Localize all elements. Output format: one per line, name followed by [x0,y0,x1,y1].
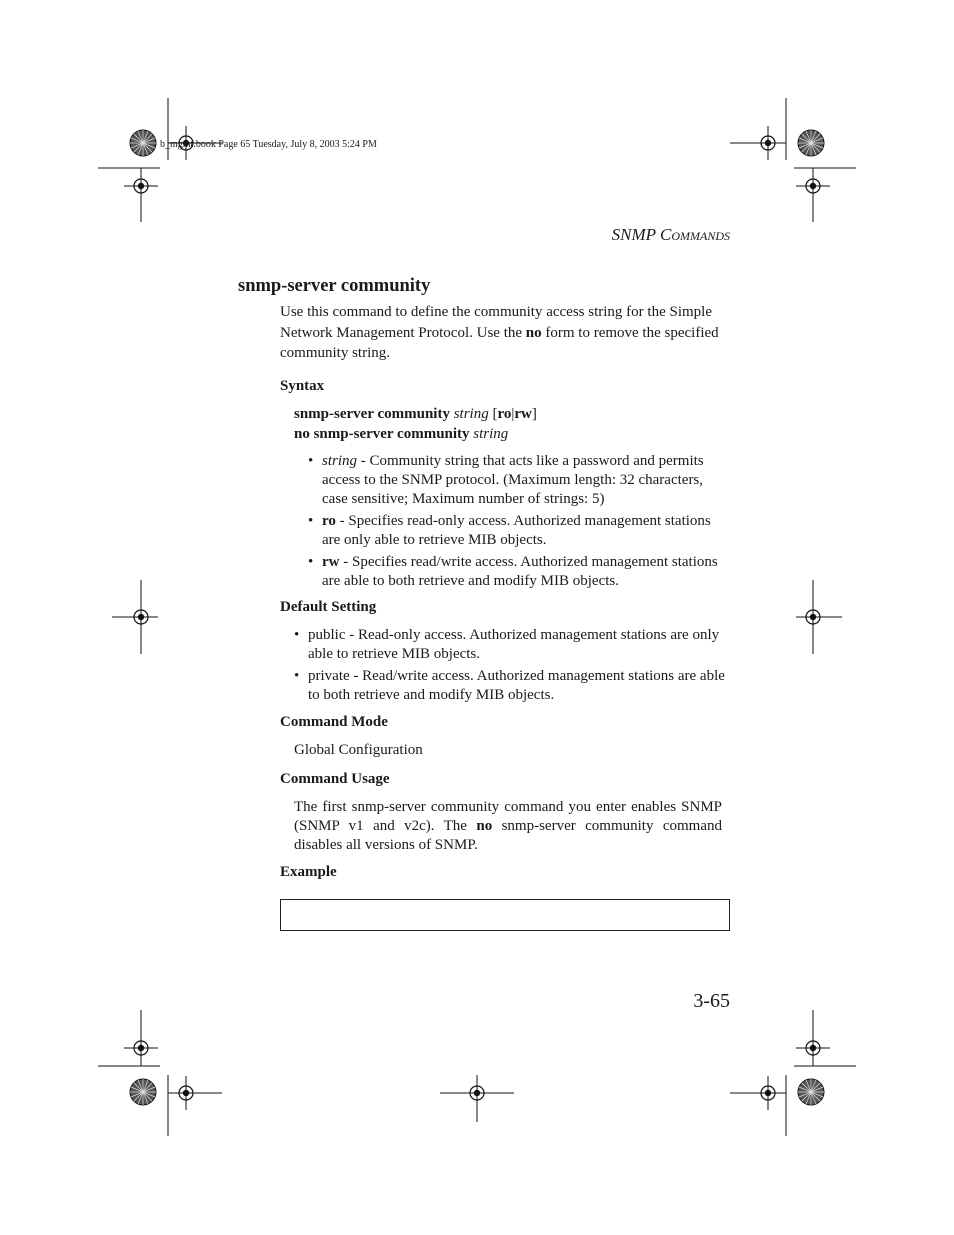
syntax-line-2 [294,424,537,444]
running-head-small-caps: OMMANDS [671,229,730,243]
syntax-cmd2: no snmp-server community [294,426,470,442]
syntax-block [294,404,537,444]
intro-no-keyword: no [525,324,542,341]
page-number: 3-65 [693,990,730,1012]
syntax-heading: Syntax [280,378,325,394]
list-item [294,667,734,705]
example-heading: Example [280,864,337,880]
page-title: snmp-server community [238,276,431,296]
syntax-cmd1-arg: string [453,406,489,422]
usage-no-keyword: no [476,818,493,834]
syntax-rw: rw [514,406,532,422]
syntax-cmd2-arg: string [473,426,509,442]
param-desc: - Specifies read-only access. Authorized management stations are only able to retrieve MIB objects. [322,513,711,548]
default-item-text: private - Read/write access. Authorized management stations are able to both retrieve and modify MIB objects. [308,668,725,703]
param-desc: - Specifies read/write access. Authorized management stations are able to both retrieve and modify MIB objects. [322,554,718,589]
bullet: • [308,513,314,529]
syntax-line-1 [294,404,537,424]
command-mode-heading: Command Mode [280,714,388,730]
list-item [308,452,720,509]
usage-text-b: snmp-server community command disables all versions of SNMP. [294,818,722,853]
syntax-ro: ro [497,406,512,422]
intro-paragraph [280,302,732,364]
default-item-text: public - Read-only access. Authorized management stations are only able to retrieve MIB objects. [308,627,720,662]
param-term: ro [322,513,336,529]
command-mode-text: Global Configuration [294,742,423,758]
param-term: string [322,453,358,469]
intro-text-b: form to remove the specified community string. [280,324,719,361]
syntax-sep: | [511,406,515,422]
parameter-list [308,452,720,594]
param-desc: - Community string that acts like a password and permits access to the SNMP protocol. (Maximum length: 32 characters, case sensitive; Maximum number of strings: 5) [322,453,704,507]
default-setting-list [294,626,734,708]
param-term: rw [322,554,340,570]
syntax-bracket-open: [ [488,406,498,422]
running-head [560,225,730,245]
example-code-box [280,899,730,931]
usage-text-a: The first snmp-server community command you enter enables SNMP (SNMP v1 and v2c). The [294,799,722,834]
syntax-cmd1: snmp-server community [294,406,450,422]
syntax-bracket-close: ] [531,406,537,422]
list-item [294,626,734,664]
list-item [308,512,720,550]
command-usage-heading: Command Usage [280,771,390,787]
print-file-info: b_mgmt.book Page 65 Tuesday, July 8, 2003 5:24 PM [160,139,377,150]
default-setting-heading: Default Setting [280,599,377,615]
command-usage-text [294,798,722,855]
bullet: • [308,554,314,570]
running-head-main: SNMP C [611,225,672,244]
intro-text-a: Use this command to define the community access string for the Simple Network Management Protocol. Use the [280,304,712,341]
bullet: • [294,668,300,684]
bullet: • [294,627,300,643]
list-item [308,553,720,591]
bullet: • [308,453,314,469]
